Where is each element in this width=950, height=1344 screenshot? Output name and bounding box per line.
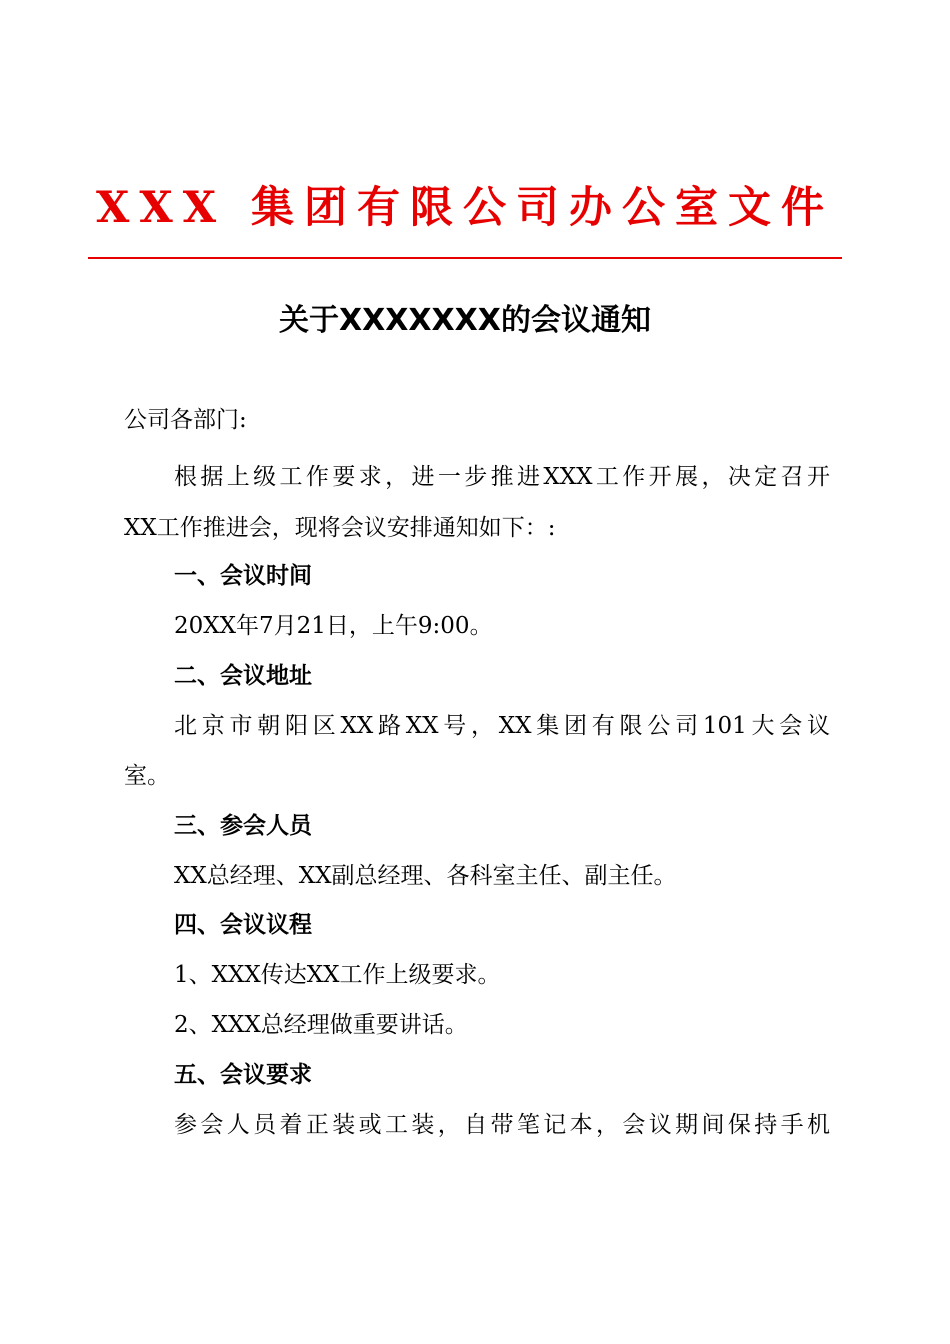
issuer-title: XXX 集团有限公司办公室文件 xyxy=(95,183,835,233)
section-text-requirements: 参会人员着正装或工装，自带笔记本，会议期间保持手机 xyxy=(174,1112,830,1138)
section-text-location-2: 室。 xyxy=(124,763,170,789)
section-text-time: 20XX年7月21日，上午9:00。 xyxy=(174,613,493,639)
notice-title: 关于XXXXXXX的会议通知 xyxy=(279,303,651,338)
red-divider-line xyxy=(88,257,842,259)
section-text-agenda-1: 1、XXX传达XX工作上级要求。 xyxy=(174,962,501,988)
intro-line-2: XX工作推进会，现将会议安排通知如下：: xyxy=(124,515,556,541)
section-text-location-1: 北京市朝阳区XX路XX号，XX集团有限公司101大会议 xyxy=(174,713,830,739)
section-text-attendees: XX总经理、XX副总经理、各科室主任、副主任。 xyxy=(174,863,677,889)
intro-line-1: 根据上级工作要求，进一步推进XXX工作开展，决定召开 xyxy=(174,464,830,490)
section-heading-time: 一、会议时间 xyxy=(174,563,312,589)
section-heading-attendees: 三、参会人员 xyxy=(174,813,312,839)
section-heading-requirements: 五、会议要求 xyxy=(174,1062,312,1088)
section-text-agenda-2: 2、XXX总经理做重要讲话。 xyxy=(174,1012,468,1038)
salutation: 公司各部门: xyxy=(124,407,247,433)
section-heading-location: 二、会议地址 xyxy=(174,663,312,689)
section-heading-agenda: 四、会议议程 xyxy=(174,912,312,938)
